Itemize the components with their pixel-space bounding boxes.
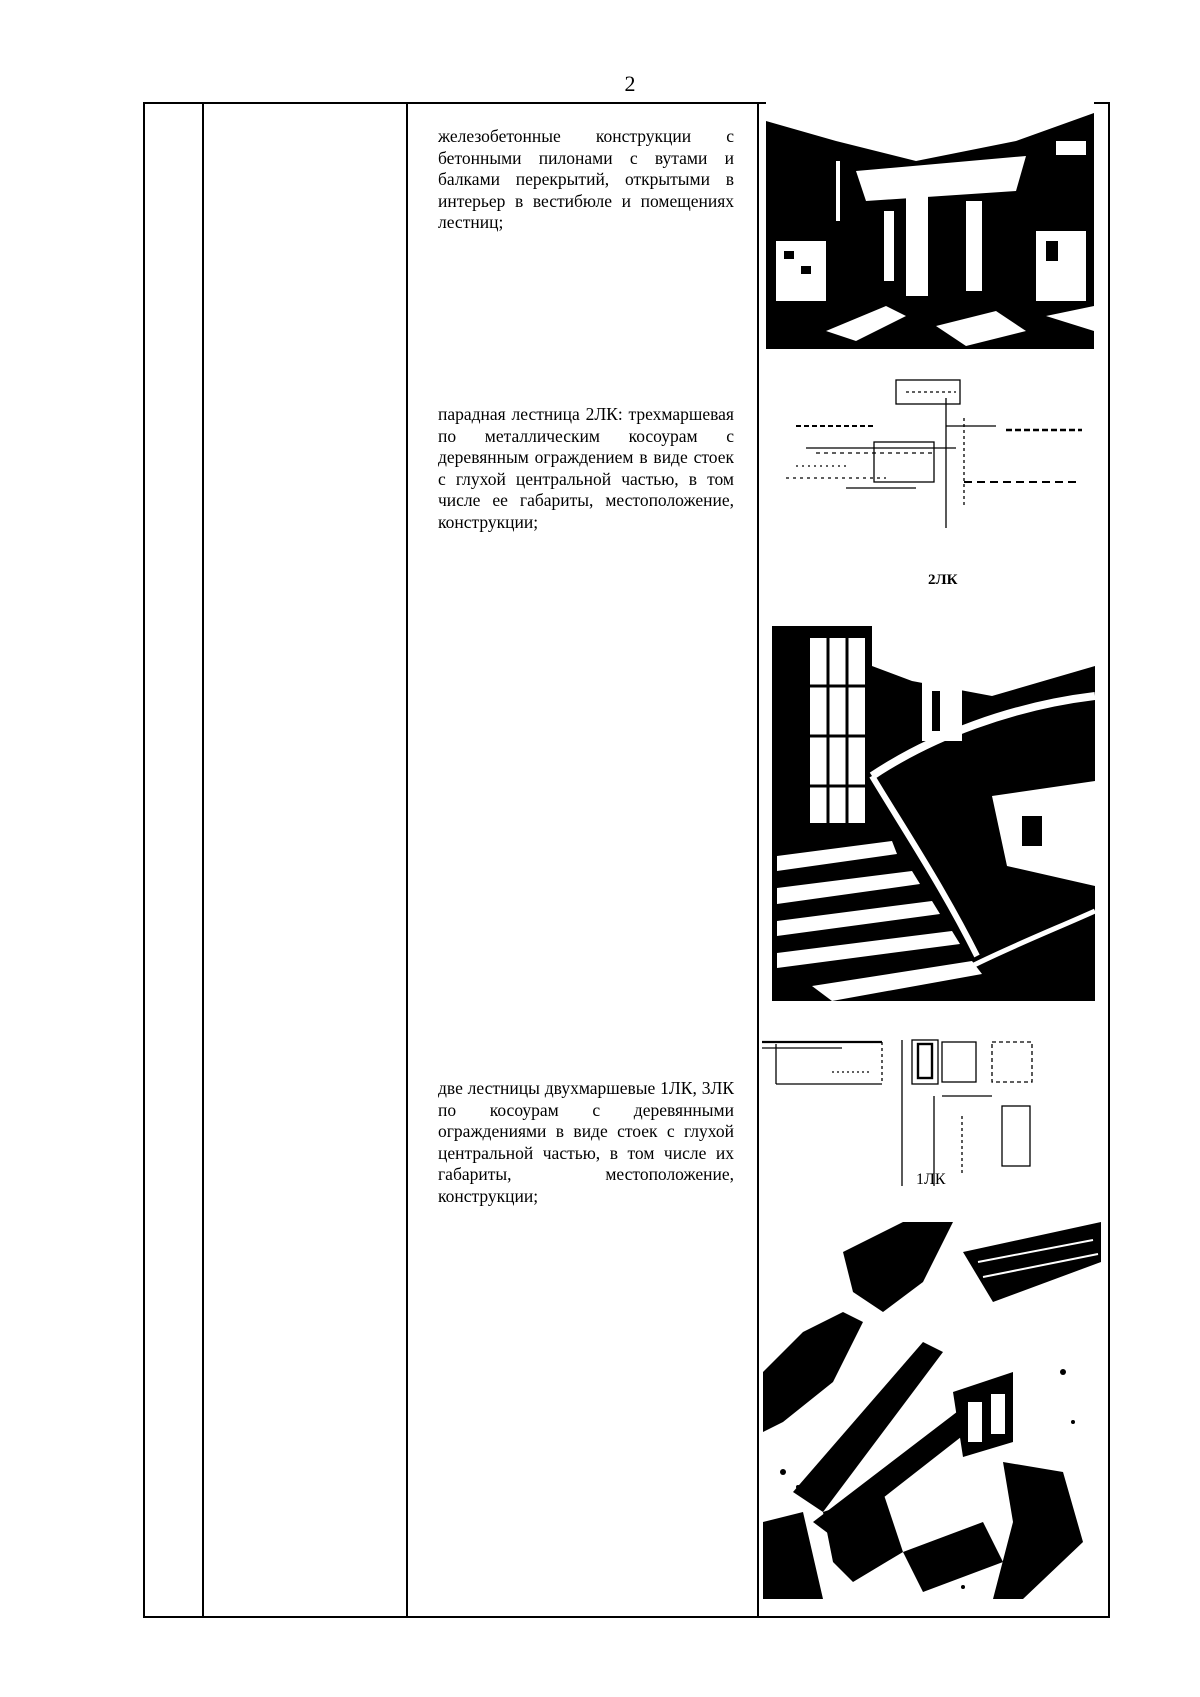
column-divider [757, 104, 759, 1616]
description-main-staircase: парадная лестница 2ЛК: трехмаршевая по металлическим косоурам с деревянным ограждением в виде стоек с глухой центральной частью, в том числе ее габариты, местоположение, конструкции; [438, 404, 734, 532]
description-concrete-structures: железобетонные конструкции с бетонными пилонами с вутами и балками перекрытий, открытыми в интерьер в вестибюле и помещениях лестниц; [438, 126, 734, 233]
secondary-staircase-photo [763, 1222, 1101, 1599]
column-divider [406, 104, 408, 1616]
staircase-2lk-plan [786, 378, 1088, 554]
column-divider [202, 104, 204, 1616]
staircase-1lk-caption: 1ЛК [916, 1171, 946, 1188]
staircase-2lk-caption: 2ЛК [928, 572, 958, 588]
page-number: 2 [624, 71, 636, 96]
vestibule-photo [766, 101, 1094, 349]
main-staircase-photo [772, 626, 1095, 1001]
description-two-staircases: две лестницы двухмаршевые 1ЛК, 3ЛК по косоурам с деревянными ограждениями в виде стоек с глухой центральной частью, в том числе их габариты, местоположение, конструкции; [438, 1078, 734, 1206]
